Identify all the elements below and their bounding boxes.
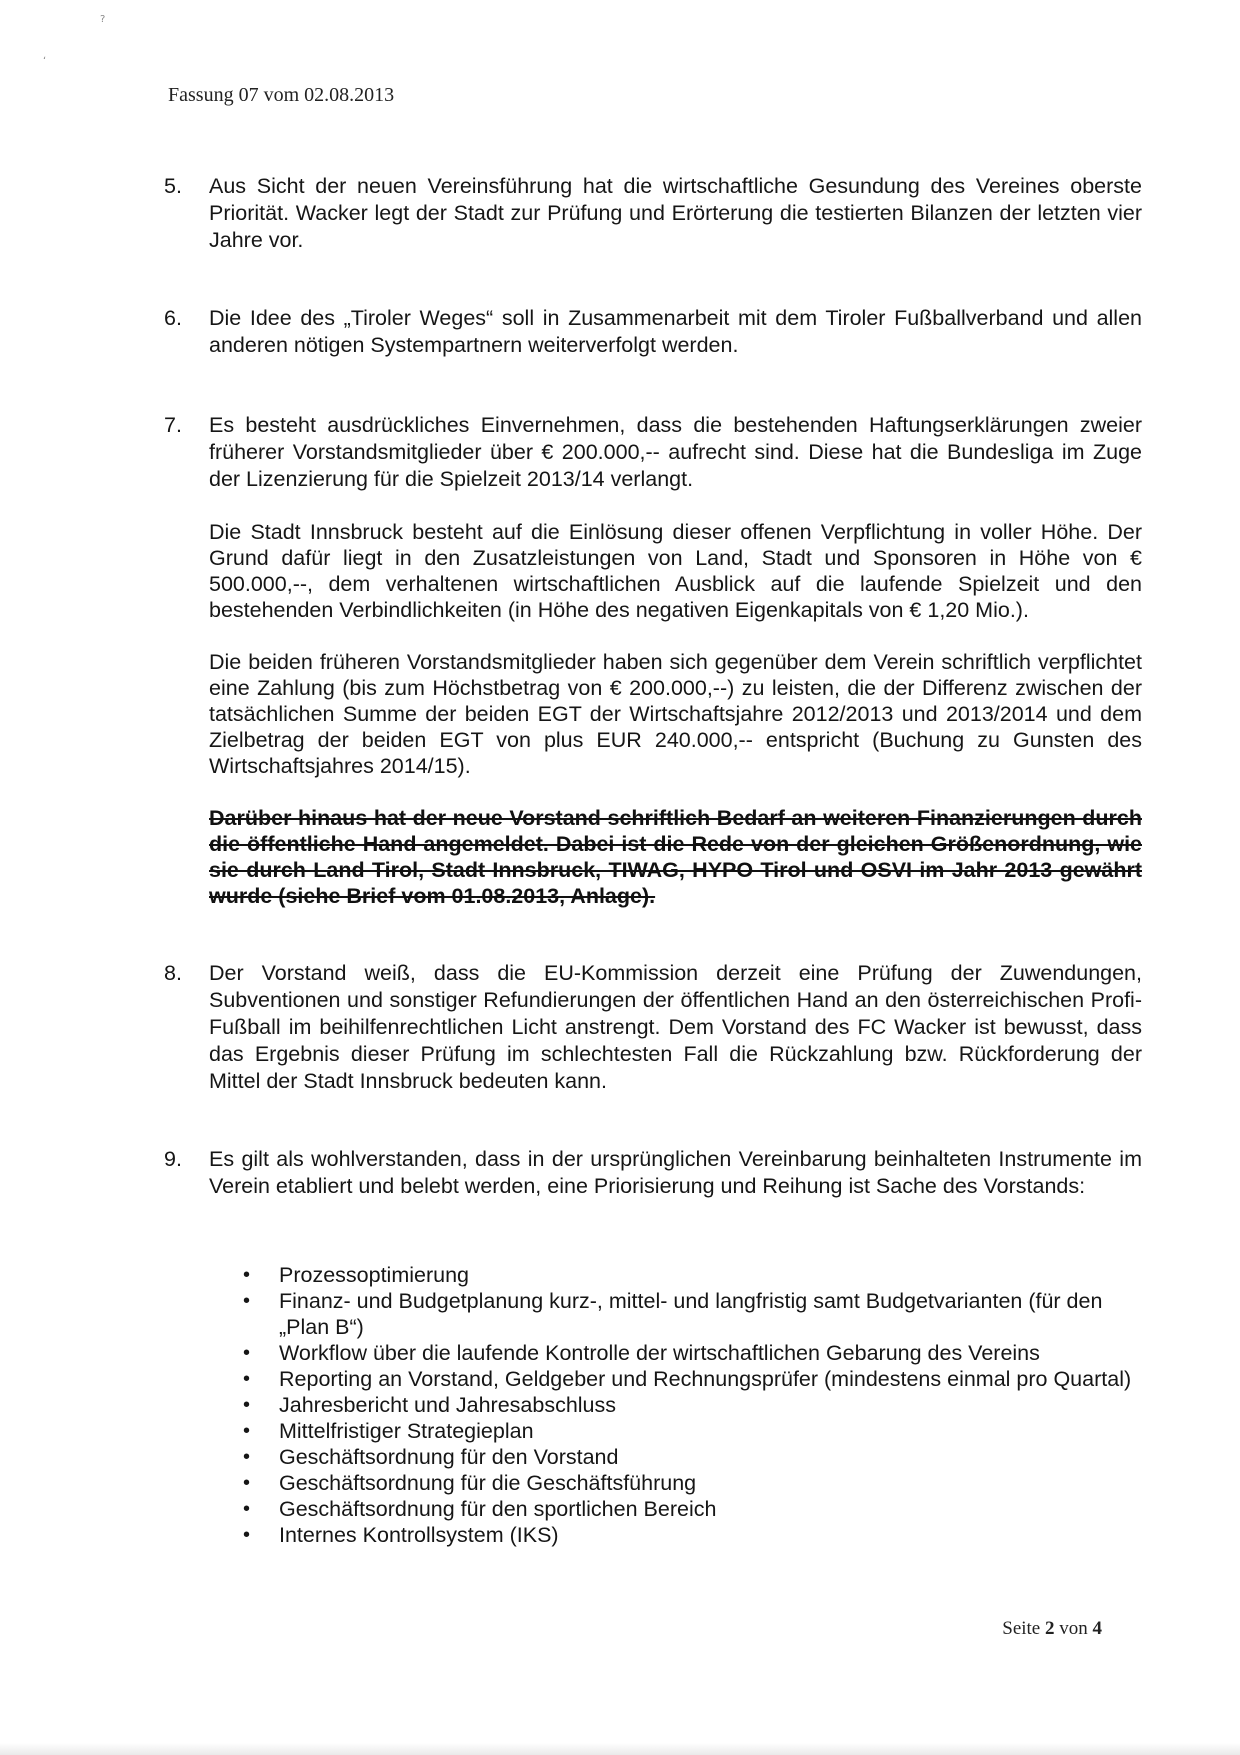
clause-7-paragraph: Die Stadt Innsbruck besteht auf die Einlösung dieser offenen Verpflichtung in voller Höhe. Der Grund dafür liegt in den Zusatzleistungen von Land, Stadt und Sponsoren in Höhe von € 500.000,--, dem verhaltenen wirtschaftlichen Ausblick auf die laufende Spielzeit und den bestehenden Verbindlichkeiten (in Höhe des negativen Eigenkapitals von € 1,20 Mio.). xyxy=(209,520,1142,622)
clause-number: 7. xyxy=(164,413,182,437)
clause-8 xyxy=(164,960,1142,1095)
page-label: Seite xyxy=(1002,1618,1041,1639)
list-item: • Jahresbericht und Jahresabschluss xyxy=(209,1392,1142,1418)
clause-text: Die Idee des „Tiroler Weges“ soll in Zusammenarbeit mit dem Tiroler Fußballverband und allen anderen nötigen Systempartnern weiterverfolgt werden. xyxy=(209,306,1142,357)
clause-number: 9. xyxy=(164,1147,182,1171)
instrument-list xyxy=(209,1262,1142,1548)
list-item: • Internes Kontrollsystem (IKS) xyxy=(209,1522,1142,1548)
clause-number: 6. xyxy=(164,306,182,330)
clause-number: 8. xyxy=(164,961,182,985)
list-item: • Finanz- und Budgetplanung kurz-, mittel- und langfristig samt Budgetvarianten (für den „Plan B“) xyxy=(209,1288,1142,1340)
list-item: • Workflow über die laufende Kontrolle der wirtschaftlichen Gebarung des Vereins xyxy=(209,1340,1142,1366)
clause-7 xyxy=(164,412,1142,493)
scan-mark-top: ? xyxy=(100,14,106,25)
list-item: • Geschäftsordnung für den sportlichen Bereich xyxy=(209,1496,1142,1522)
clause-9 xyxy=(164,1146,1142,1200)
struck-paragraph: Darüber hinaus hat der neue Vorstand schriftlich Bedarf an weiteren Finanzierungen durch die öffentliche Hand angemeldet. Dabei ist die Rede von der gleichen Größenordnung, wie sie durch Land Tirol, Stadt Innsbruck, TIWAG, HYPO Tirol und OSVI im Jahr 2013 gewährt wurde (siehe Brief vom 01.08.2013, Anlage). xyxy=(209,806,1142,908)
page-number: 2 xyxy=(1045,1618,1055,1639)
clause-text: Der Vorstand weiß, dass die EU-Kommission derzeit eine Prüfung der Zuwendungen, Subventionen und sonstiger Refundierungen der öffentlichen Hand an den österreichischen Profi-Fußball im beihilfenrechtlichen Licht anstrengt. Dem Vorstand des FC Wacker ist bewusst, dass das Ergebnis dieser Prüfung im schlechtesten Fall die Rückzahlung bzw. Rückforderung der Mittel der Stadt Innsbruck bedeuten kann. xyxy=(209,961,1142,1093)
clause-5 xyxy=(164,173,1142,254)
list-item: • Geschäftsordnung für die Geschäftsführung xyxy=(209,1470,1142,1496)
scan-edge xyxy=(0,1743,1240,1755)
list-item: • Reporting an Vorstand, Geldgeber und Rechnungsprüfer (mindestens einmal pro Quartal) xyxy=(209,1366,1142,1392)
clause-text: Aus Sicht der neuen Vereinsführung hat die wirtschaftliche Gesundung des Vereines oberste Priorität. Wacker legt der Stadt zur Prüfung und Erörterung die testierten Bilanzen der letzten vier Jahre vor. xyxy=(209,174,1142,252)
list-item: • Prozessoptimierung xyxy=(209,1262,1142,1288)
clause-text: Es besteht ausdrückliches Einvernehmen, dass die bestehenden Haftungserklärungen zweier früherer Vorstandsmitglieder über € 200.000,-- aufrecht sind. Diese hat die Bundesliga im Zuge der Lizenzierung für die Spielzeit 2013/14 verlangt. xyxy=(209,413,1142,491)
clause-text: Es gilt als wohlverstanden, dass in der ursprünglichen Vereinbarung beinhalteten Instrumente im Verein etabliert und belebt werden, eine Priorisierung und Reihung ist Sache des Vorstands: xyxy=(209,1147,1142,1198)
of-label: von xyxy=(1059,1618,1088,1639)
clause-6 xyxy=(164,305,1142,359)
page-footer xyxy=(1002,1618,1102,1640)
scan-mark-side: ʻ xyxy=(43,56,47,67)
clause-7-paragraph: Die beiden früheren Vorstandsmitglieder haben sich gegenüber dem Verein schriftlich verpflichtet eine Zahlung (bis zum Höchstbetrag von € 200.000,--) zu leisten, die der Differenz zwischen der tatsächlichen Summe der beiden EGT der Wirtschaftsjahre 2012/2013 und 2013/2014 und dem Zielbetrag der beiden EGT von plus EUR 240.000,-- entspricht (Buchung zu Gunsten des Wirtschaftsjahres 2014/15). xyxy=(209,650,1142,778)
list-item: • Mittelfristiger Strategieplan xyxy=(209,1418,1142,1444)
version-header: Fassung 07 vom 02.08.2013 xyxy=(168,84,395,106)
clause-number: 5. xyxy=(164,174,182,198)
list-item: • Geschäftsordnung für den Vorstand xyxy=(209,1444,1142,1470)
page-total: 4 xyxy=(1092,1618,1102,1639)
